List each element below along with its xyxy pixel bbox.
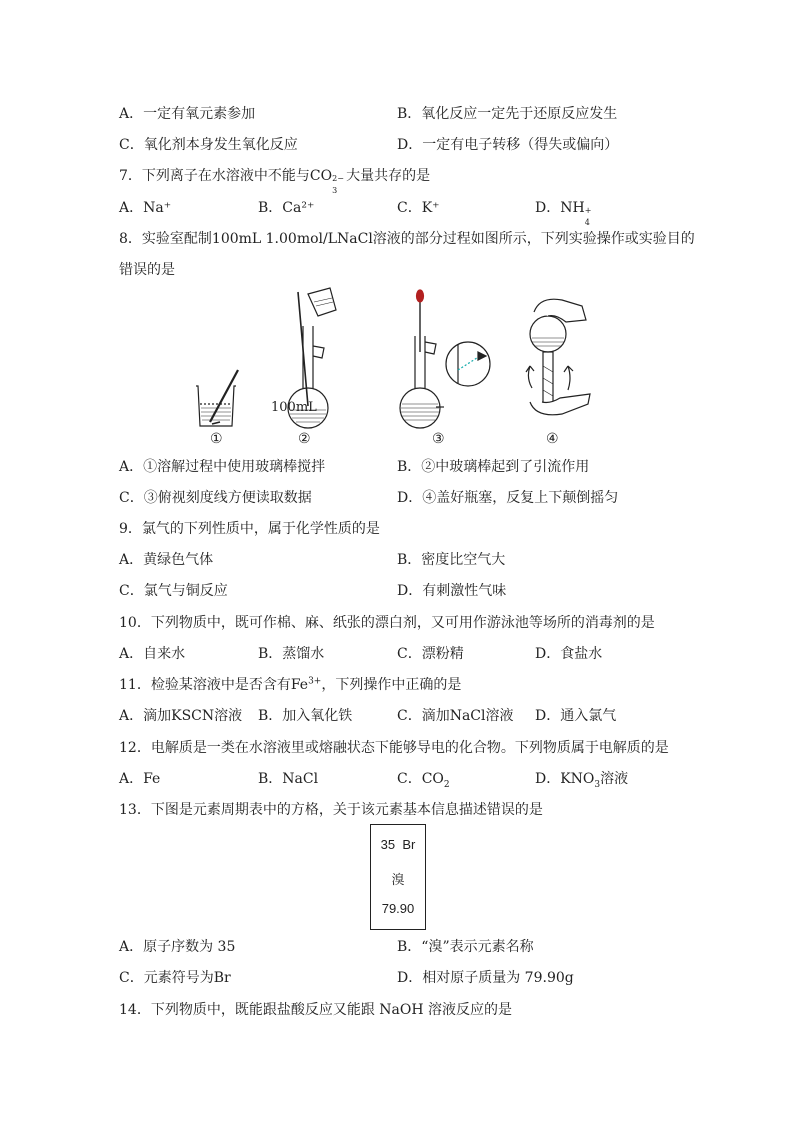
q10-stem: 10．下列物质中，既可作棉、麻、纸张的漂白剂，又可用作游泳池等场所的消毒剂的是 [119, 615, 655, 631]
q12-option-a: A．Fe [119, 771, 161, 787]
fig-label-4: ④ [546, 431, 559, 447]
beaker-illustration [196, 370, 238, 426]
q7-options [0, 197, 794, 227]
q8-options-row1 [0, 456, 794, 476]
fig-label-1: ① [210, 431, 223, 447]
q8-option-a: A．①溶解过程中使用玻璃棒搅拌 [119, 459, 326, 475]
q7-option-d: D．NH + 4 [535, 200, 592, 227]
q9-option-c: C．氯气与铜反应 [119, 583, 228, 599]
inverting-flask-illustration [526, 299, 590, 415]
q6-option-a: A．一定有氧元素参加 [119, 106, 256, 122]
q8-option-c: C．③俯视刻度线方便读取数据 [119, 490, 312, 506]
q9-option-a: A．黄绿色气体 [119, 552, 214, 568]
q13-option-c: C．元素符号为Br [119, 970, 231, 986]
q9-options-row2 [0, 580, 794, 600]
q11-option-a: A．滴加KSCN溶液 [119, 708, 243, 724]
q10-options [0, 643, 794, 663]
fig-label-3: ③ [432, 431, 445, 447]
q7-option-a: A．Na⁺ [119, 200, 172, 216]
q8-stem-line2: 错误的是 [119, 262, 175, 278]
q11-option-b: B．加入氧化铁 [258, 708, 353, 724]
q13-option-b: B．“溴”表示元素名称 [397, 939, 534, 955]
q13-options-row1 [0, 936, 794, 956]
q10-option-a: A．自来水 [119, 646, 186, 662]
fig-volume-label: 100mL [271, 400, 317, 415]
q12-option-c: C．$CO_2$ [397, 771, 450, 790]
q6-option-d: D．一定有电子转移（得失或偏向） [397, 137, 619, 153]
q10-option-b: B．蒸馏水 [258, 646, 325, 662]
q14-stem: 14．下列物质中，既能跟盐酸反应又能跟 NaOH 溶液反应的是 [119, 1002, 512, 1018]
q7-option-b: B．Ca²⁺ [258, 200, 315, 216]
q13-option-d: D．相对原子质量为 79.90g [397, 970, 574, 986]
q7-stem: 7．下列离子在水溶液中不能与CO 2− 3 大量共存的是 [119, 168, 431, 195]
q6-option-c: C．氧化剂本身发生氧化反应 [119, 137, 298, 153]
q11-option-d: D．通入氯气 [535, 708, 617, 724]
q8-option-b: B．②中玻璃棒起到了引流作用 [397, 459, 590, 475]
q11-option-c: C．滴加NaCl溶液 [397, 708, 514, 724]
q11-options [0, 705, 794, 725]
q8-option-d: D．④盖好瓶塞，反复上下颠倒摇匀 [397, 490, 619, 506]
q9-stem: 9．氯气的下列性质中，属于化学性质的是 [119, 521, 380, 537]
q13-stem: 13．下图是元素周期表中的方格，关于该元素基本信息描述错误的是 [119, 802, 543, 818]
q13-options-row2 [0, 967, 794, 987]
dropper-flask-illustration [400, 290, 490, 428]
q9-option-b: B．密度比空气大 [397, 552, 506, 568]
q10-option-c: C．漂粉精 [397, 646, 464, 662]
q7-option-c: C．K⁺ [397, 200, 440, 216]
q8-lab-figure [190, 286, 600, 446]
q6-options-row1 [0, 103, 794, 123]
q12-option-d: D．$KNO_3$溶液 [535, 771, 629, 790]
q12-option-b: B．NaCl [258, 771, 319, 787]
q12-options [0, 768, 794, 788]
fig-label-2: ② [298, 431, 311, 447]
q9-option-d: D．有刺激性气味 [397, 583, 507, 599]
element-name: 溴 [391, 872, 405, 887]
q6-option-b: B．氧化反应一定先于还原反应发生 [397, 106, 618, 122]
element-number-symbol: 35 Br [380, 837, 416, 852]
element-mass: 79.90 [381, 901, 415, 916]
q8-stem-line1: 8．实验室配制100mL 1.00mol/LNaCl溶液的部分过程如图所示，下列实验操作或实验目的 [119, 231, 695, 247]
q6-options-row2 [0, 134, 794, 154]
q11-stem: 11．检验某溶液中是否含有$Fe^{3+}$，下列操作中正确的是 [119, 676, 462, 693]
q13-option-a: A．原子序数为 35 [119, 939, 236, 955]
element-box [370, 824, 426, 930]
q10-option-d: D．食盐水 [535, 646, 603, 662]
q8-options-row2 [0, 487, 794, 507]
q9-options-row1 [0, 549, 794, 569]
q12-stem: 12．电解质是一类在水溶液里或熔融状态下能够导电的化合物。下列物质属于电解质的是 [119, 740, 669, 756]
